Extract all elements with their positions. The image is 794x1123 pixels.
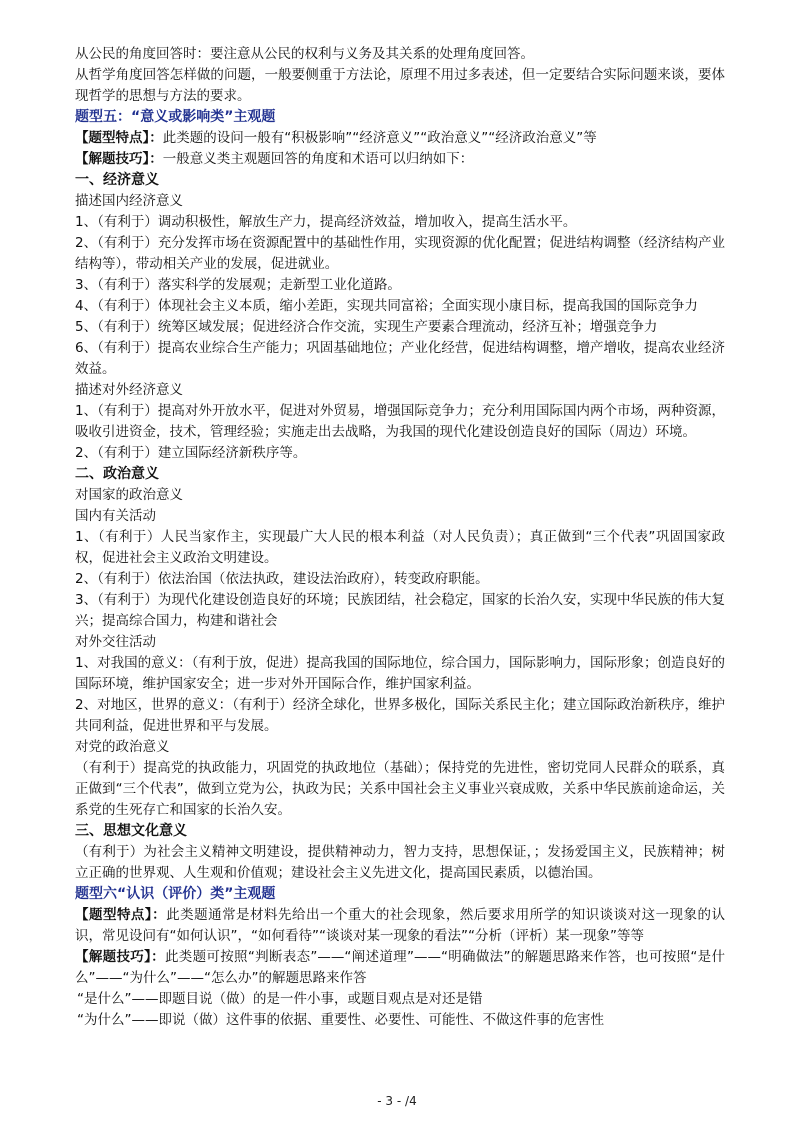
line-text: 2、（有利于）充分发挥市场在资源配置中的基础性作用，实现资源的优化配置；促进结构调整（经济结构产业结构等），带动相关产业的发展，促进就业。 [75,235,725,272]
paragraph [75,128,725,149]
section-heading [75,464,725,485]
label-lead: 【题型特点】： [75,907,167,923]
line-text: 3、（有利于）为现代化建设创造良好的环境；民族团结，社会稳定，国家的长治久安，实现中华民族的伟大复兴；提高综合国力，构建和谐社会 [75,592,725,629]
line-text: 题型五：“意义或影响类”主观题 [75,109,276,125]
line-text: 题型六“认识（评价）类”主观题 [75,886,276,902]
line-text: 对国家的政治意义 [75,487,183,503]
line-text: 1、（有利于）调动积极性，解放生产力，提高经济效益，增加收入，提高生活水平。 [75,214,577,230]
line-text: 描述对外经济意义 [75,382,183,398]
paragraph [75,590,725,632]
paragraph [75,695,725,737]
paragraph [75,989,725,1010]
label-lead: 【解题技巧】： [75,151,163,167]
paragraph [75,485,725,506]
paragraph [75,653,725,695]
line-text: 国内有关活动 [75,508,156,524]
section-heading [75,884,725,905]
paragraph [75,296,725,317]
line-text: （有利于）为社会主义精神文明建设，提供精神动力，智力支持，思想保证，；发扬爱国主义，民族精神；树立正确的世界观、人生观和价值观；建设社会主义先进文化，提高国民素质，以德治国。 [75,844,725,881]
paragraph [75,443,725,464]
line-text: 一、经济意义 [75,172,159,188]
paragraph [75,506,725,527]
line-text: 5、（有利于）统筹区域发展；促进经济合作交流，实现生产要素合理流动，经济互补；增强竞争力 [75,319,658,335]
line-text: 对外交往活动 [75,634,156,650]
paragraph [75,380,725,401]
paragraph [75,737,725,758]
paragraph [75,632,725,653]
line-text: “是什么”——即题目说（做）的是一件小事，或题目观点是对还是错 [77,991,483,1007]
line-text: 此类题的设问一般有“积极影响”“经济意义”“政治意义”“经济政治意义”等 [162,130,597,146]
line-text: 1、（有利于）提高对外开放水平，促进对外贸易，增强国际竞争力；充分利用国际国内两个市场，两种资源，吸收引进资金，技术，管理经验；实施走出去战略，为我国的现代化建设创造良好的国际（周边）环境。 [75,403,725,440]
paragraph [75,65,725,107]
paragraph [75,758,725,821]
line-text: 6、（有利于）提高农业综合生产能力；巩固基础地位；产业化经营，促进结构调整，增产增收，提高农业经济效益。 [75,340,725,377]
paragraph [75,44,725,65]
line-text: 4、（有利于）体现社会主义本质，缩小差距，实现共同富裕；全面实现小康目标，提高我国的国际竞争力 [75,298,698,314]
line-text: 三、思想文化意义 [75,823,187,839]
paragraph [75,191,725,212]
paragraph [75,212,725,233]
paragraph [75,317,725,338]
line-text: 此类题可按照“判断表态”——“阐述道理”——“明确做法”的解题思路来作答，也可按照“是什么”——“为什么”——“怎么办”的解题思路来作答 [75,949,725,986]
paragraph [75,947,725,989]
paragraph [75,527,725,569]
paragraph [75,401,725,443]
paragraph [75,842,725,884]
line-text: 从哲学角度回答怎样做的问题，一般要侧重于方法论，原理不用过多表述，但一定要结合实际问题来谈，要体现哲学的思想与方法的要求。 [75,67,725,104]
paragraph [75,1010,725,1031]
line-text: 2、（有利于）依法治国（依法执政，建设法治政府），转变政府职能。 [75,571,489,587]
paragraph [75,569,725,590]
section-heading [75,170,725,191]
paragraph [75,233,725,275]
label-lead: 【题型特点】： [75,130,163,146]
page-number: - 3 - /4 [377,1094,417,1108]
line-text: 3、（有利于）落实科学的发展观；走新型工业化道路。 [75,277,401,293]
section-heading [75,107,725,128]
line-text: 二、政治意义 [75,466,159,482]
line-text: 此类题通常是材料先给出一个重大的社会现象，然后要求用所学的知识谈谈对这一现象的认识，常见设问有“如何认识”，“如何看待”“谈谈对某一现象的看法”“分析（评析）某一现象”等等 [75,907,726,944]
document-body [75,44,725,1031]
line-text: 1、对我国的意义：（有利于放，促进）提高我国的国际地位，综合国力，国际影响力，国际形象；创造良好的国际环境，维护国家安全；进一步对外开国际合作，维护国家利益。 [75,655,725,692]
paragraph [75,149,725,170]
section-heading [75,821,725,842]
line-text: 一般意义类主观题回答的角度和术语可以归纳如下： [162,151,474,167]
line-text: 对党的政治意义 [75,739,170,755]
paragraph [75,905,725,947]
paragraph [75,338,725,380]
line-text: 2、（有利于）建立国际经济新秩序等。 [75,445,307,461]
label-lead: 【解题技巧】： [75,949,165,965]
line-text: 2、对地区，世界的意义：（有利于）经济全球化，世界多极化，国际关系民主化；建立国际政治新秩序，维护共同利益，促进世界和平与发展。 [75,697,725,734]
line-text: （有利于）提高党的执政能力，巩固党的执政地位（基础）；保持党的先进性，密切党同人民群众的联系，真正做到“三个代表”，做到立党为公，执政为民；关系中国社会主义事业兴衰成败，关系中华民族前途命运，关系党的生死存亡和国家的长治久安。 [75,760,725,818]
paragraph [75,275,725,296]
line-text: 1、（有利于）人民当家作主，实现最广大人民的根本利益（对人民负责）；真正做到“三个代表”巩固国家政权，促进社会主义政治文明建设。 [75,529,725,566]
line-text: 从公民的角度回答时：要注意从公民的权利与义务及其关系的处理角度回答。 [75,46,534,62]
line-text: 描述国内经济意义 [75,193,183,209]
line-text: “为什么”——即说（做）这件事的依据、重要性、必要性、可能性、不做这件事的危害性 [77,1012,604,1028]
